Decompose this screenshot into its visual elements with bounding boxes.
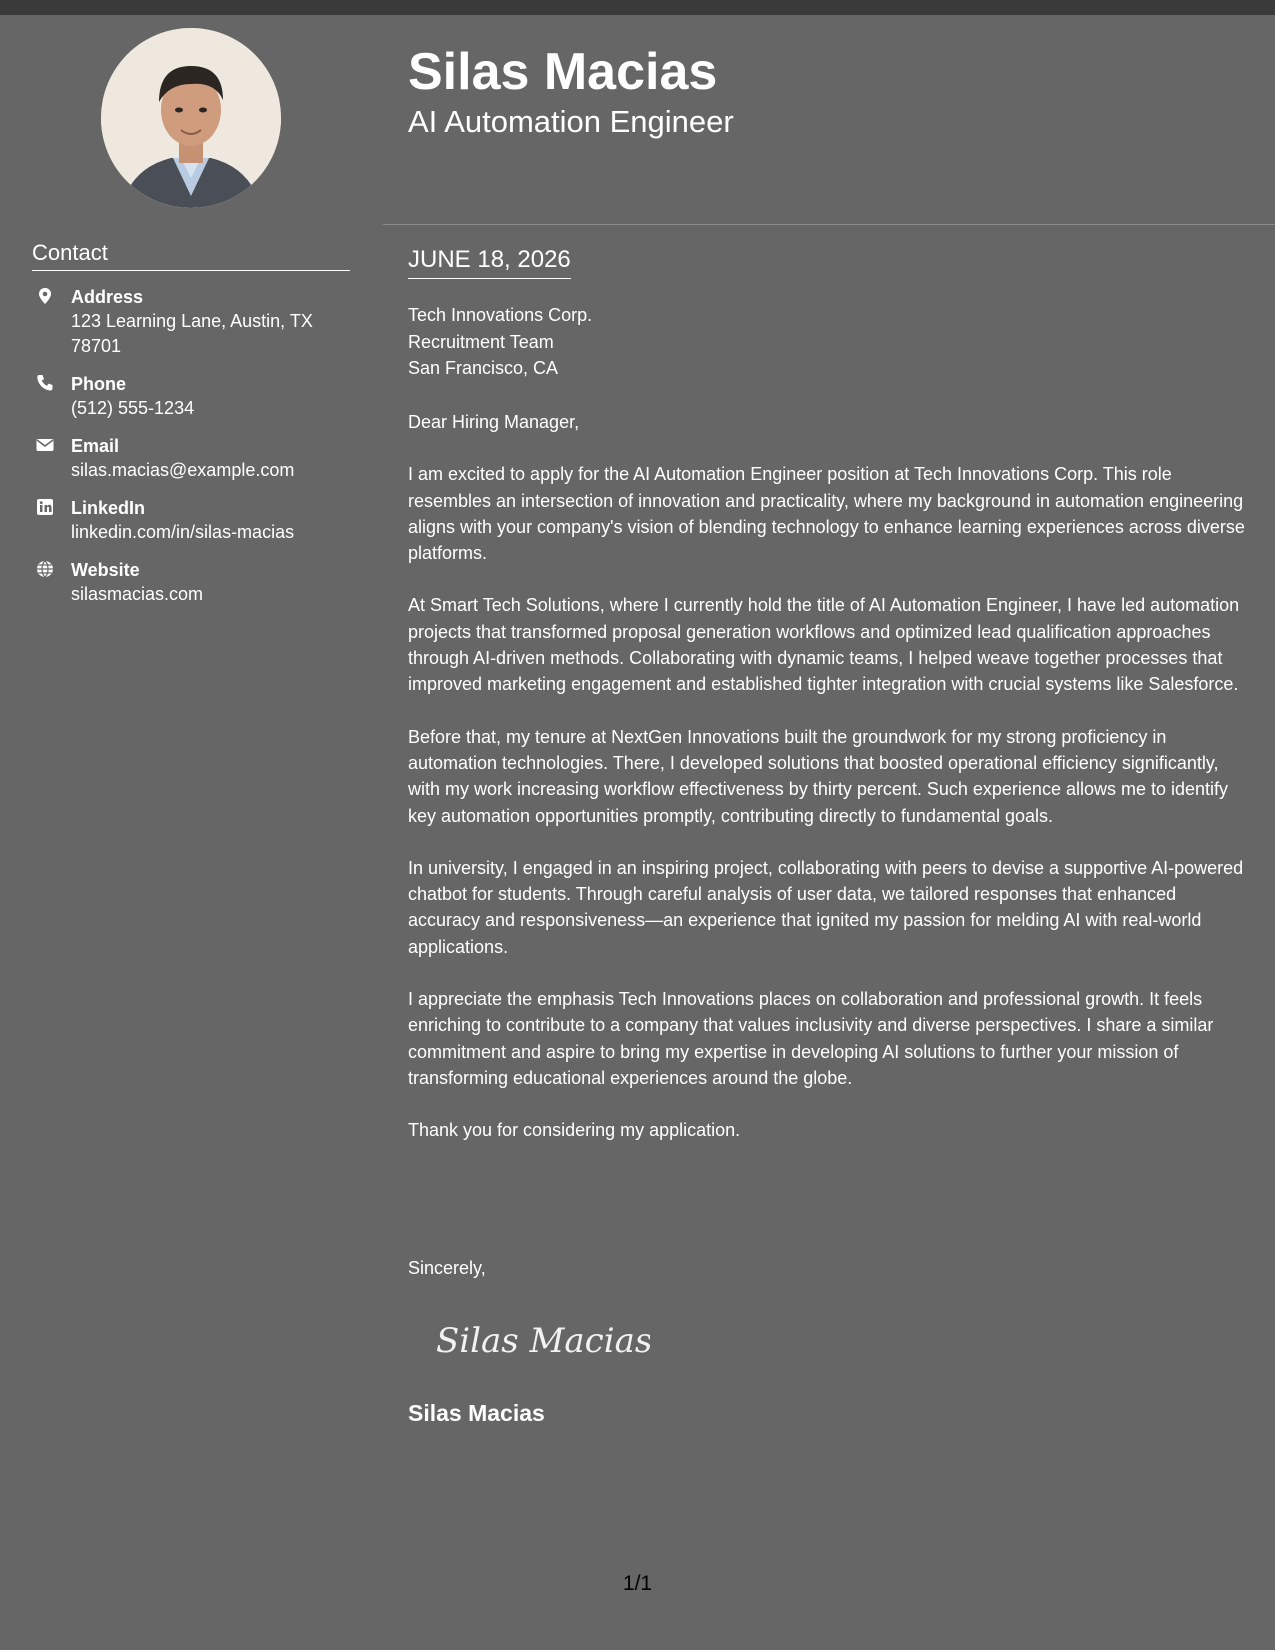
profile-photo [101, 28, 281, 208]
contact-label: LinkedIn [71, 498, 146, 518]
page-number: 1/1 [622, 1572, 653, 1595]
contact-website-value[interactable]: silasmacias.com [71, 584, 204, 604]
salutation: Dear Hiring Manager, [408, 412, 580, 432]
signed-name: Silas Macias [408, 1400, 545, 1426]
linkedin-icon [36, 498, 54, 516]
contact-list [32, 285, 352, 620]
contact-address-value: 123 Learning Lane, Austin, TX 78701 [71, 311, 313, 356]
contact-item-linkedin [32, 496, 352, 545]
phone-icon [36, 374, 54, 392]
applicant-name: Silas Macias [408, 43, 718, 101]
contact-heading: Contact [32, 240, 350, 271]
contact-item-website [32, 558, 352, 607]
contact-phone-value: (512) 555-1234 [71, 398, 195, 418]
header-divider [383, 224, 1275, 225]
body-paragraph: I am excited to apply for the AI Automation Engineer position at Tech Innovations Corp. This role resembles an intersection of innovation and practicality, where my background in automation engineering aligns with your company's vision of blending technology to enhance learning experiences across diverse platforms. [408, 464, 1245, 564]
letter-body [408, 409, 1248, 1170]
envelope-icon [36, 436, 54, 454]
signature-text: Silas Macias [436, 1321, 650, 1361]
recipient-block [408, 302, 592, 382]
contact-label: Email [71, 436, 120, 456]
contact-item-phone [32, 372, 352, 421]
job-title: AI Automation Engineer [408, 104, 734, 139]
body-paragraph: In university, I engaged in an inspiring project, collaborating with peers to devise a supportive AI-powered chatbot for students. Through careful analysis of user data, we tailored responses that enhanced accuracy and responsiveness—an experience that ignited my passion for melding AI with real-world applications. [408, 857, 1244, 957]
contact-linkedin-value[interactable]: linkedin.com/in/silas-macias [71, 522, 295, 542]
contact-email-value[interactable]: silas.macias@example.com [71, 460, 295, 480]
globe-icon [36, 560, 54, 578]
body-paragraph: At Smart Tech Solutions, where I currently hold the title of AI Automation Engineer, I have led automation projects that transformed proposal generation workflows and optimized lead qualification approaches through AI-driven methods. Collaborating with dynamic teams, I helped weave together processes that improved marketing engagement and established tighter integration with crucial systems like Salesforce. [408, 595, 1240, 695]
letter-date: JUNE 18, 2026 [408, 244, 571, 279]
closing: Sincerely, [408, 1258, 486, 1278]
recipient-line: San Francisco, CA [408, 358, 559, 378]
contact-item-email [32, 434, 352, 483]
contact-label: Address [71, 287, 144, 307]
body-paragraph: Thank you for considering my application. [408, 1120, 741, 1141]
recipient-line: Recruitment Team [408, 331, 554, 352]
contact-item-address [32, 285, 352, 359]
map-pin-icon [36, 287, 54, 305]
handwritten-signature [430, 1310, 650, 1370]
body-paragraph: Before that, my tenure at NextGen Innovations built the groundwork for my strong proficiency in automation technologies. There, I developed solutions that boosted operational efficiency significantly, with my work increasing workflow effectiveness by thirty percent. Such experience allows me to identify key automation opportunities promptly, contributing directly to fundamental goals. [408, 726, 1229, 826]
recipient-line: Tech Innovations Corp. [408, 305, 593, 325]
contact-label: Phone [71, 374, 127, 394]
body-paragraph: I appreciate the emphasis Tech Innovations places on collaboration and professional growth. It feels enriching to contribute to a company that values inclusivity and diverse perspectives. I share a similar commitment and aspire to bring my expertise in developing AI solutions to further your mission of transforming educational experiences around the globe. [408, 989, 1214, 1088]
top-bar [0, 0, 1275, 15]
contact-label: Website [71, 560, 140, 580]
